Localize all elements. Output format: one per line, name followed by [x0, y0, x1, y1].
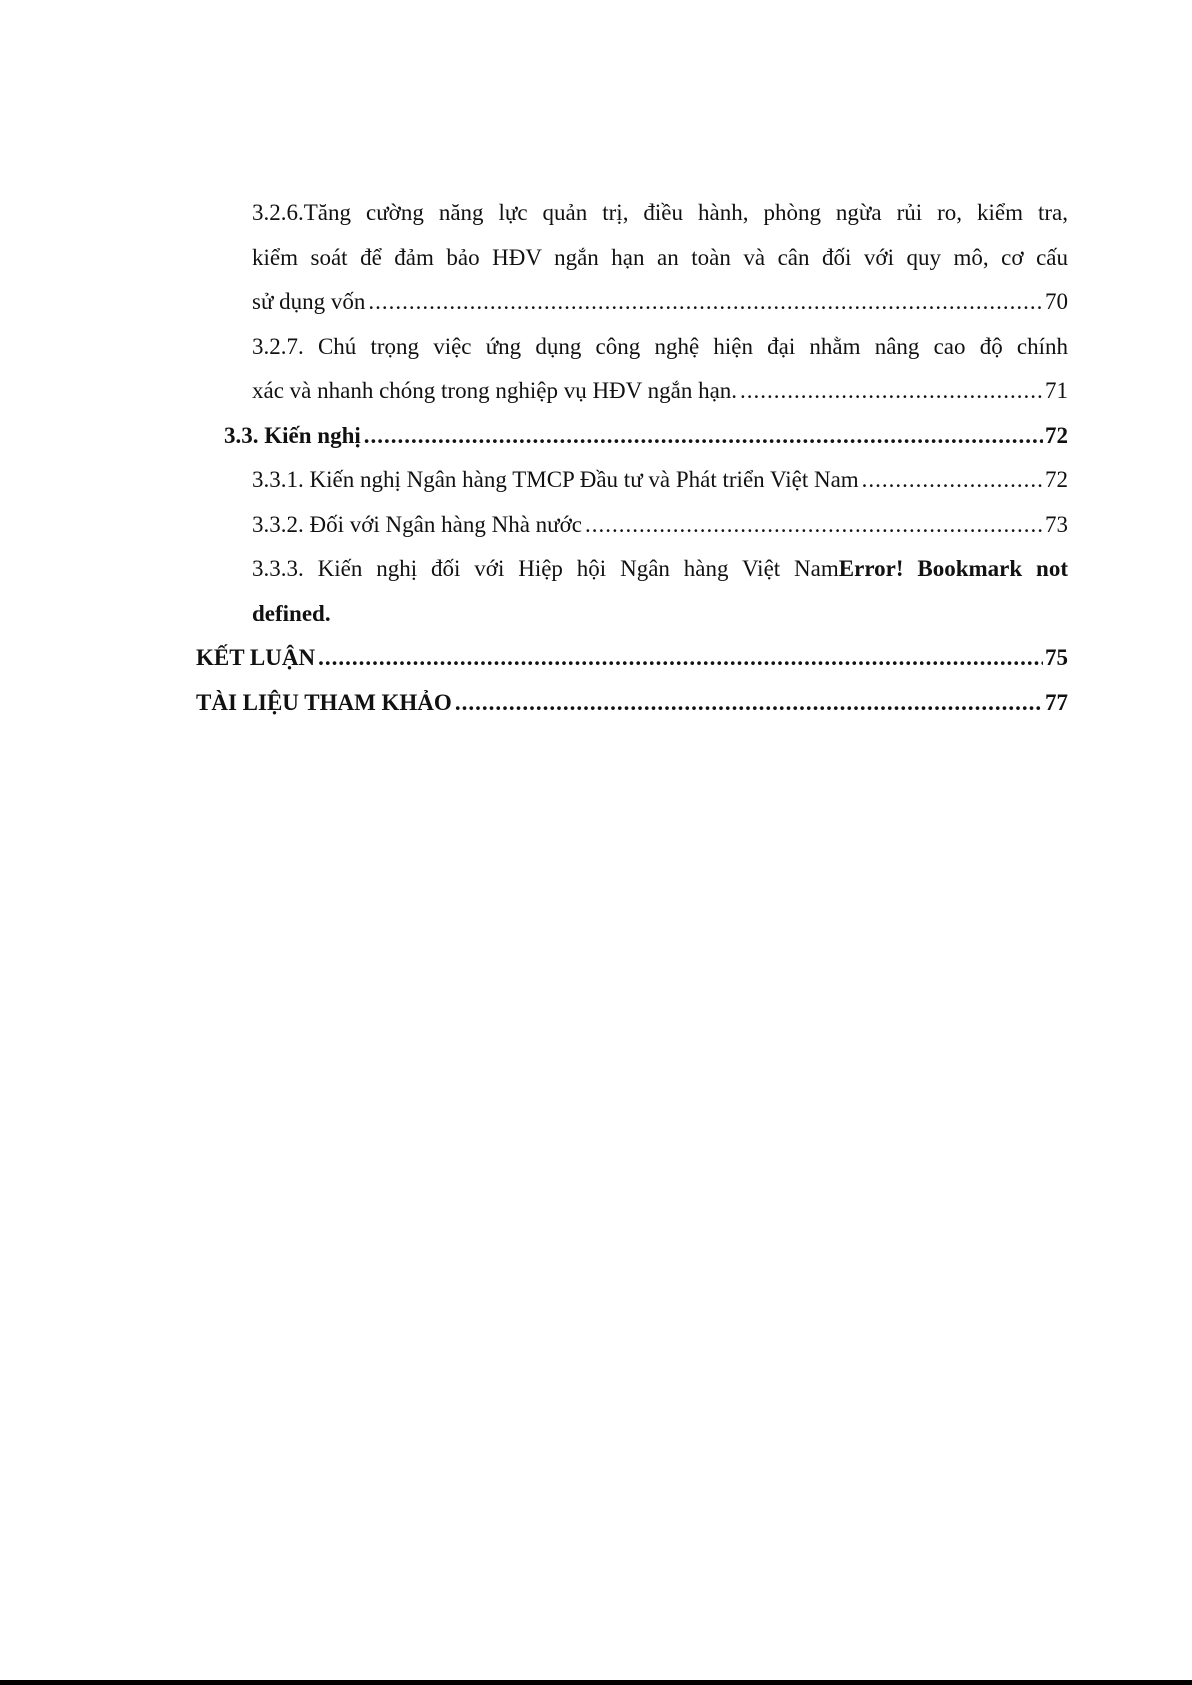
toc-entry-ket-luan[interactable]: [196, 636, 1068, 681]
dot-leader: [318, 636, 1043, 681]
dot-leader: [364, 414, 1043, 459]
toc-page-number: 72: [1045, 467, 1068, 492]
toc-page-number: 73: [1045, 511, 1068, 537]
toc-entry-text: xác và nhanh chóng trong nghiệp vụ HĐV ngắn hạn.: [252, 378, 738, 403]
toc-entry-text: 3.3.3. Kiến nghị đối với Hiệp hội Ngân hàng Việt Nam: [252, 556, 839, 581]
table-of-contents: [196, 191, 1068, 725]
toc-page-number: 75: [1045, 645, 1068, 670]
toc-entry-text: 3.2.6.Tăng cường năng lực quản trị, điều hành, phòng ngừa rủi ro, kiểm tra,: [252, 200, 1068, 225]
bookmark-error-continued: defined.: [252, 600, 331, 626]
toc-entry-text: KẾT LUẬN: [196, 645, 316, 670]
toc-entry-tai-lieu-tham-khao[interactable]: [196, 681, 1068, 726]
toc-entry-3-2-7-line-2[interactable]: [196, 369, 1068, 414]
toc-entry-text: 3.3.1. Kiến nghị Ngân hàng TMCP Đầu tư và Phát triển Việt Nam: [252, 467, 859, 492]
toc-entry-3-3-3-line-2[interactable]: [196, 592, 1068, 637]
dot-leader: [368, 280, 1043, 325]
toc-entry-3-2-6-line-1[interactable]: [196, 191, 1068, 236]
dot-leader: [740, 369, 1043, 414]
toc-page-number: 71: [1045, 378, 1068, 403]
toc-entry-text: sử dụng vốn: [252, 289, 366, 314]
toc-entry-3-3-3-line-1[interactable]: [196, 547, 1068, 592]
toc-entry-3-2-6-line-2[interactable]: [196, 236, 1068, 281]
bookmark-error: Error! Bookmark not: [838, 556, 1069, 581]
dot-leader: [862, 458, 1043, 503]
toc-entry-3-3[interactable]: [196, 414, 1068, 459]
page-bottom-edge: [0, 1680, 1192, 1685]
toc-entry-3-2-7-line-1[interactable]: [196, 325, 1068, 370]
toc-entry-text: 3.2.7. Chú trọng việc ứng dụng công nghệ hiện đại nhằm nâng cao độ chính: [252, 333, 1068, 359]
toc-entry-text: 3.3.2. Đối với Ngân hàng Nhà nước: [252, 511, 582, 537]
dot-leader: [585, 503, 1043, 548]
toc-entry-text: TÀI LIỆU THAM KHẢO: [196, 689, 452, 715]
toc-entry-3-3-2[interactable]: [196, 503, 1068, 548]
toc-page-number: 77: [1045, 689, 1068, 715]
dot-leader: [455, 681, 1043, 726]
toc-entry-text: kiểm soát để đảm bảo HĐV ngắn hạn an toàn và cân đối với quy mô, cơ cấu: [252, 244, 1068, 270]
toc-page-number: 70: [1045, 289, 1068, 314]
toc-entry-3-3-1[interactable]: [196, 458, 1068, 503]
toc-entry-3-2-6-line-3[interactable]: [196, 280, 1068, 325]
toc-entry-text: 3.3. Kiến nghị: [224, 422, 361, 448]
toc-page-number: 72: [1045, 422, 1068, 448]
